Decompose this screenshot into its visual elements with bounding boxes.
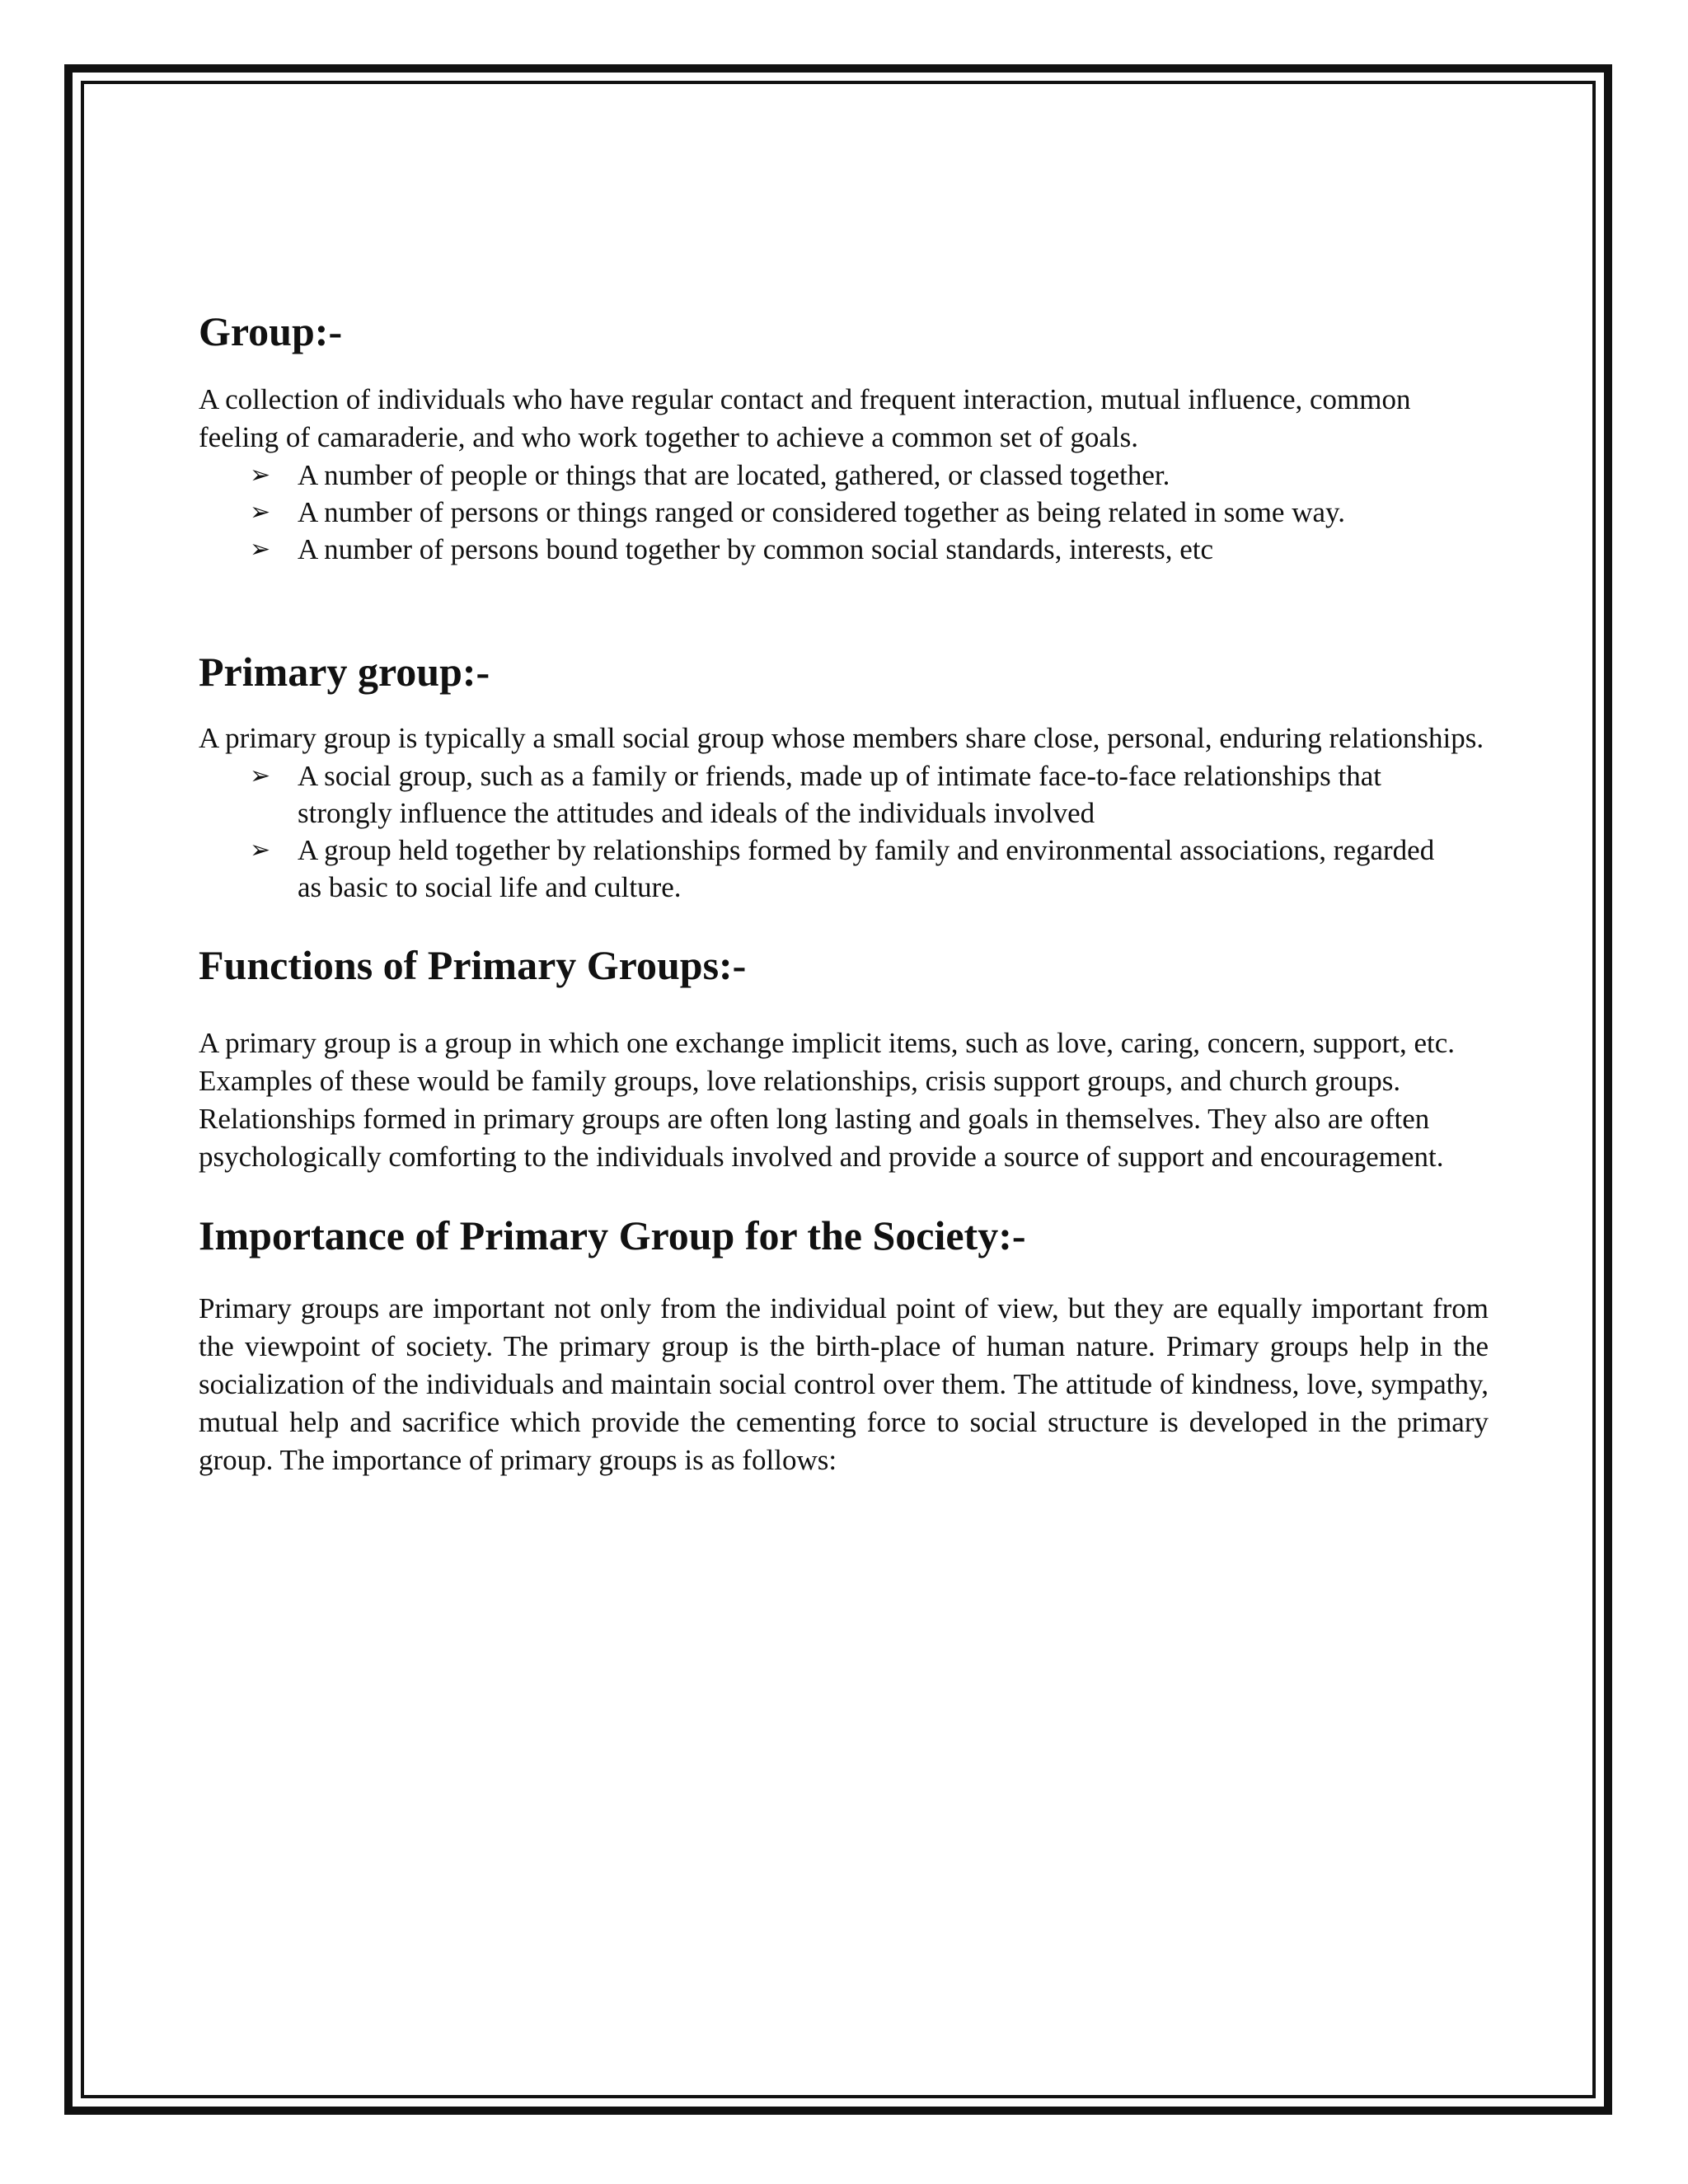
list-item-text: A number of persons bound together by common social standards, interests, etc (298, 533, 1214, 565)
heading-primary-group: Primary group:- (199, 649, 490, 695)
list-item (250, 832, 1489, 906)
heading-group: Group:- (199, 308, 343, 354)
paragraph-importance: Primary groups are important not only from the individual point of view, but they are equally important from the viewpoint of society. The primary group is the birth-place of human nature. Primary groups help in the socialization of the individuals and maintain social control over them. The attitude of kindness, love, sympathy, mutual help and sacrifice which provide the cementing force to social structure is developed in the primary group. The importance of primary groups is as follows: (199, 1292, 1489, 1476)
list-item-text: A group held together by relationships formed by family and environmental associations, regarded as basic to social life and culture. (298, 834, 1435, 903)
arrow-bullet-icon: ➢ (250, 498, 271, 527)
list-item (250, 531, 1489, 568)
arrow-bullet-icon: ➢ (250, 762, 271, 790)
paragraph-group-definition: A collection of individuals who have regular contact and frequent interaction, mutual influence, common feeling of camaraderie, and who work together to achieve a common set of goals. (199, 383, 1411, 453)
list-item (250, 494, 1489, 531)
list-item-text: A number of people or things that are located, gathered, or classed together. (298, 459, 1170, 491)
heading-importance: Importance of Primary Group for the Society:- (199, 1212, 1026, 1258)
arrow-bullet-icon: ➢ (250, 461, 271, 490)
list-item-text: A number of persons or things ranged or considered together as being related in some way. (298, 496, 1345, 528)
document-body (199, 307, 1489, 1479)
bullet-list-group (199, 457, 1489, 568)
paragraph-functions: A primary group is a group in which one exchange implicit items, such as love, caring, concern, support, etc. Examples of these would be family groups, love relationships, crisis support groups, and church groups. Relationships formed in primary groups are often long lasting and goals in themselves. They also are often psychologically comforting to the individuals involved and provide a source of support and encouragement. (199, 1027, 1456, 1173)
arrow-bullet-icon: ➢ (250, 535, 271, 564)
paragraph-primary-group-definition: A primary group is typically a small social group whose members share close, personal, enduring relationships. (199, 722, 1484, 754)
list-item-text: A social group, such as a family or friends, made up of intimate face-to-face relationships that strongly influence the attitudes and ideals of the individuals involved (298, 760, 1381, 829)
list-item (250, 457, 1489, 494)
heading-functions: Functions of Primary Groups:- (199, 942, 747, 988)
bullet-list-primary-group (199, 757, 1489, 906)
list-item (250, 757, 1489, 832)
arrow-bullet-icon: ➢ (250, 836, 271, 865)
